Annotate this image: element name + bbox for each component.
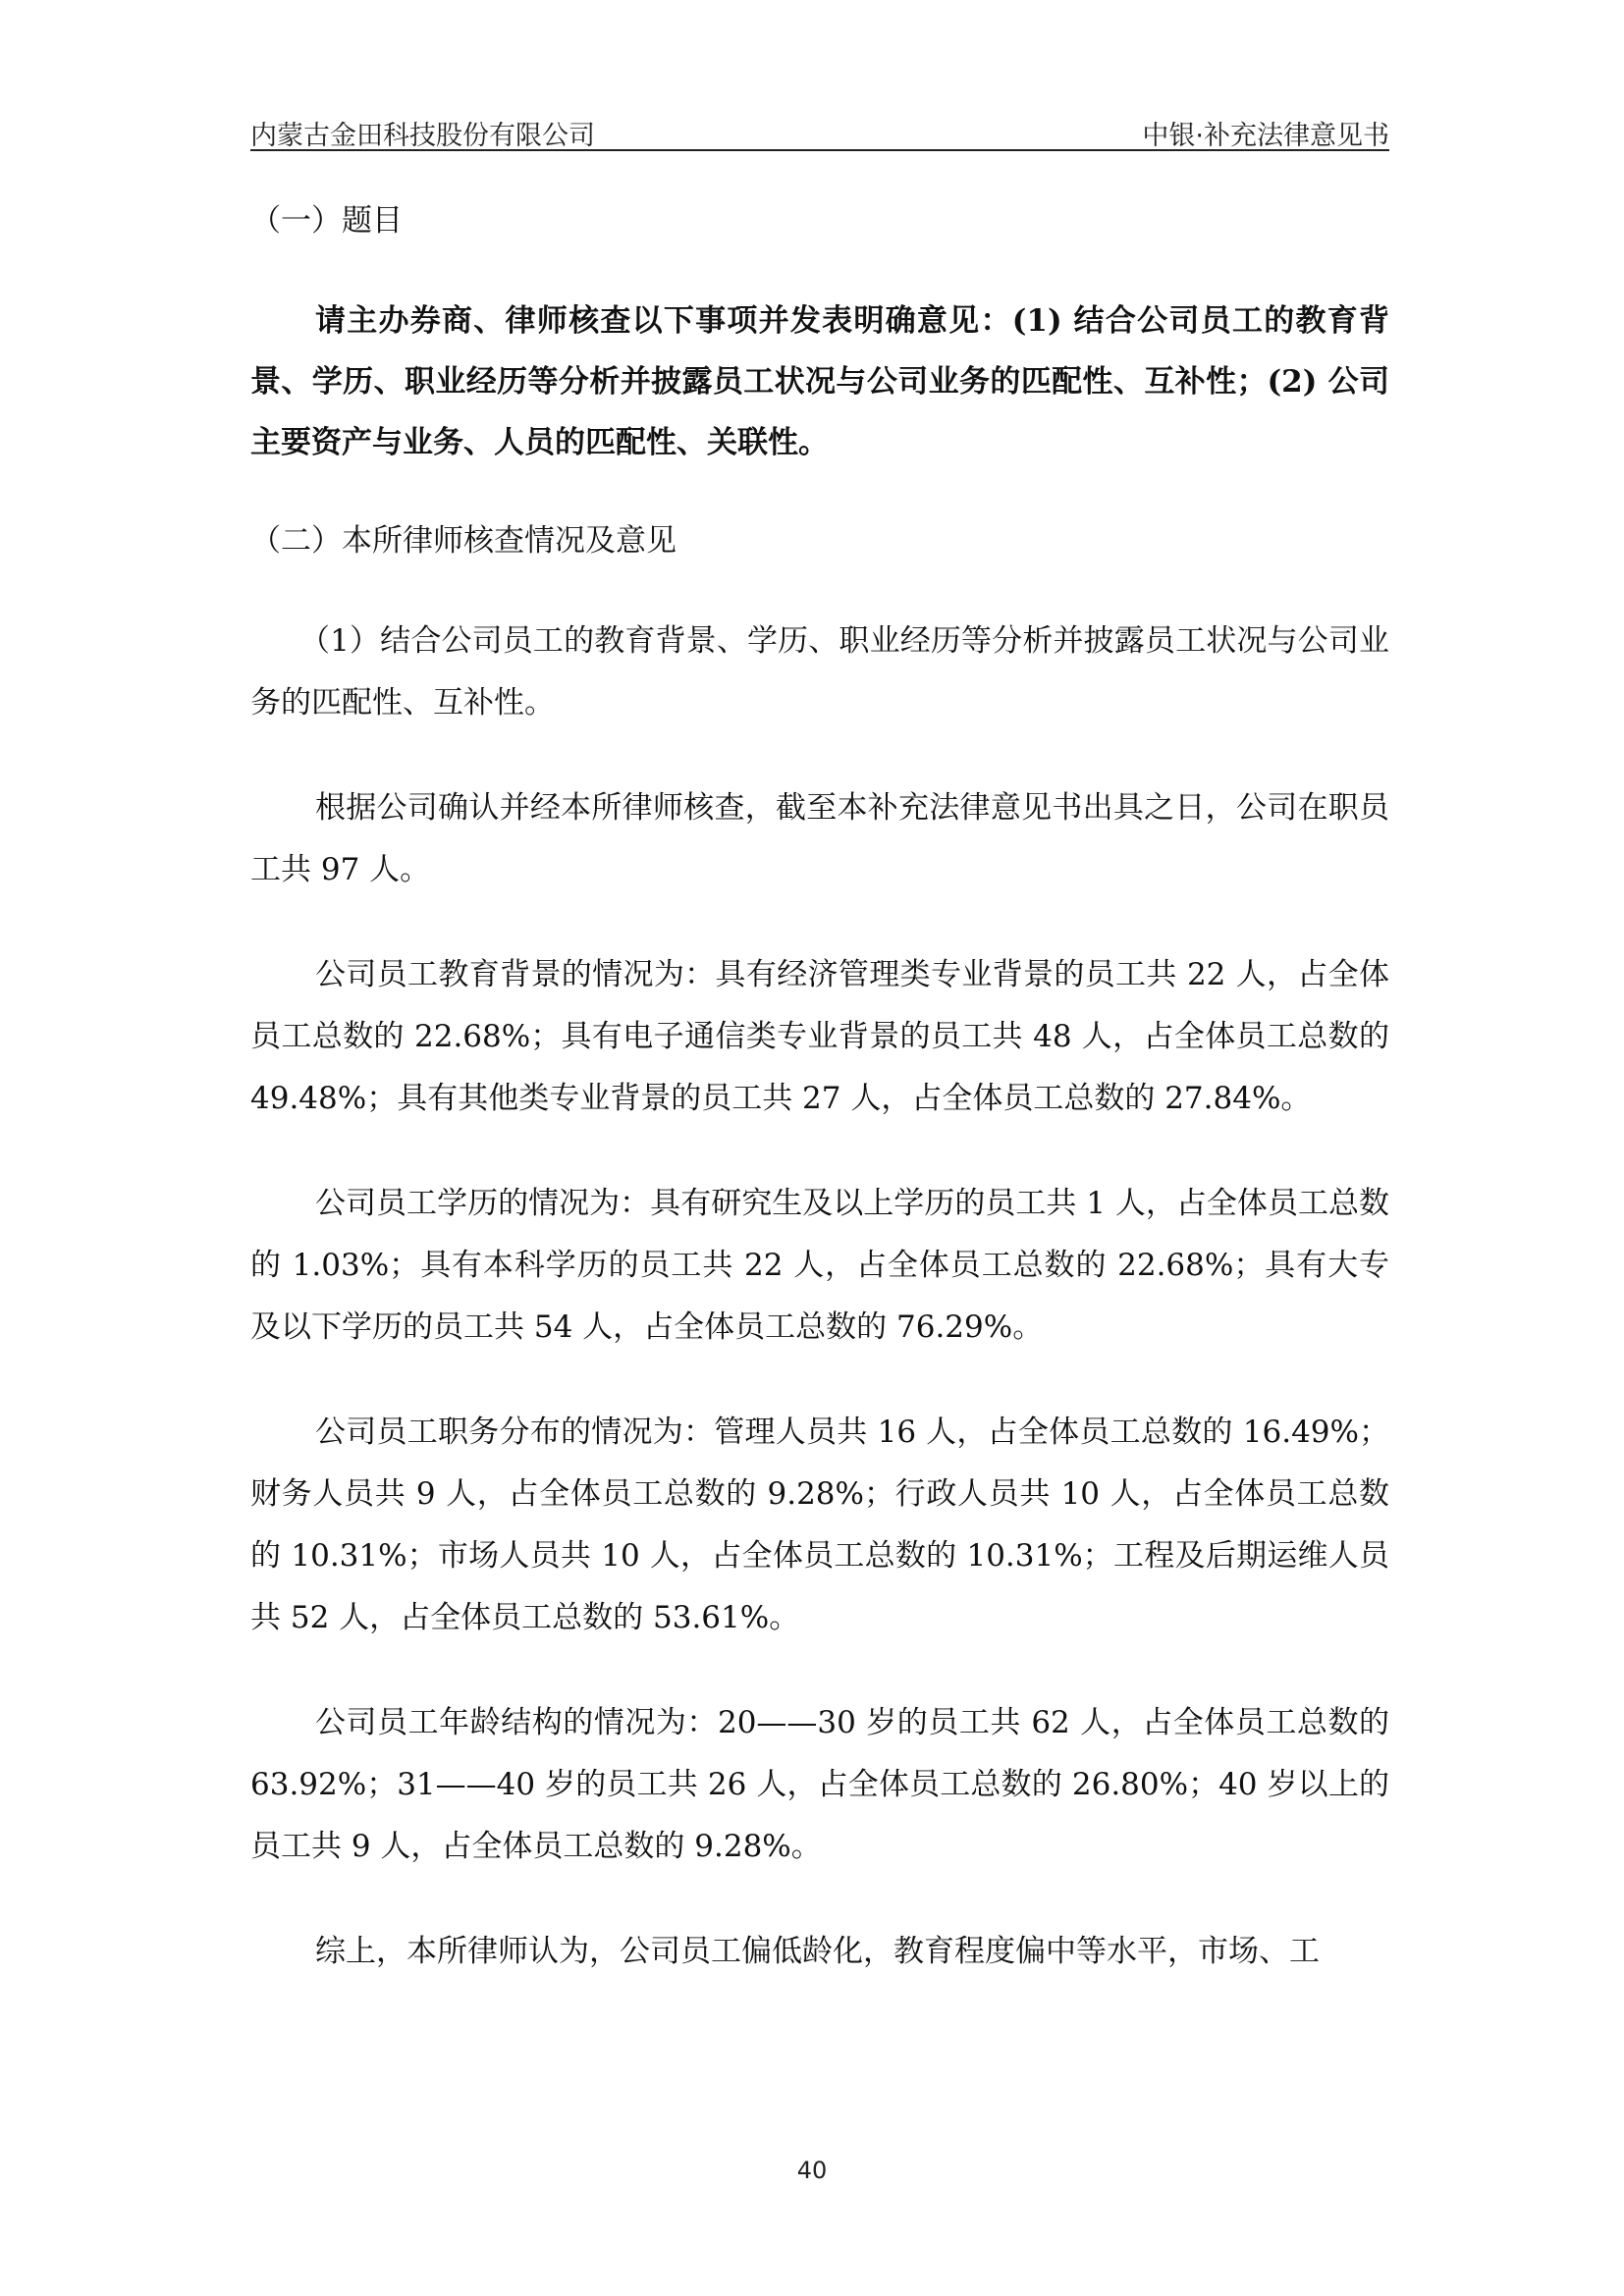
section-heading-question: （一）题目 <box>250 203 403 239</box>
question-paragraph: 请主办券商、律师核查以下事项并发表明确意见：(1) 结合公司员工的教育背景、学历、职业经历等分析并披露员工状况与公司业务的匹配性、互补性；(2) 公司主要资产与业务、人员的匹配性、关联性。 <box>250 303 1389 460</box>
header-company-name: 内蒙古金田科技股份有限公司 <box>250 121 595 151</box>
sub-item-1: （1）结合公司员工的教育背景、学历、职业经历等分析并披露员工状况与公司业务的匹配性、互补性。 <box>250 623 1389 721</box>
paragraph-conclusion: 综上，本所律师认为，公司员工偏低龄化，教育程度偏中等水平，市场、工 <box>315 1934 1320 1969</box>
paragraph-total-employees: 根据公司确认并经本所律师核查，截至本补充法律意见书出具之日，公司在职员工共 97 人。 <box>250 790 1389 887</box>
paragraph-education-background: 公司员工教育背景的情况为：具有经济管理类专业背景的员工共 22 人，占全体员工总数的 22.68%；具有电子通信类专业背景的员工共 48 人，占全体员工总数的 49.48%；具有其他类专业背景的员工共 27 人，占全体员工总数的 27.84%。 <box>250 957 1389 1116</box>
page-number: 40 <box>796 2157 828 2184</box>
paragraph-positions: 公司员工职务分布的情况为：管理人员共 16 人，占全体员工总数的 16.49%；财务人员共 9 人，占全体员工总数的 9.28%；行政人员共 10 人，占全体员工总数的 10.31%；市场人员共 10 人，占全体员工总数的 10.31%；工程及后期运维人员共 52 人，占全体员工总数的 53.61%。 <box>250 1415 1389 1635</box>
header-document-title: 中银·补充法律意见书 <box>1142 121 1389 151</box>
page-header <box>250 110 1389 151</box>
paragraph-degree: 公司员工学历的情况为：具有研究生及以上学历的员工共 1 人，占全体员工总数的 1.03%；具有本科学历的员工共 22 人，占全体员工总数的 22.68%；具有大专及以下学历的员工共 54 人，占全体员工总数的 76.29%。 <box>250 1186 1389 1345</box>
section-heading-opinion: （二）本所律师核查情况及意见 <box>250 523 677 559</box>
page-body <box>250 196 1389 2026</box>
paragraph-age-structure: 公司员工年龄结构的情况为：20——30 岁的员工共 62 人，占全体员工总数的 63.92%；31——40 岁的员工共 26 人，占全体员工总数的 26.80%；40 岁以上的员工共 9 人，占全体员工总数的 9.28%。 <box>250 1705 1389 1864</box>
